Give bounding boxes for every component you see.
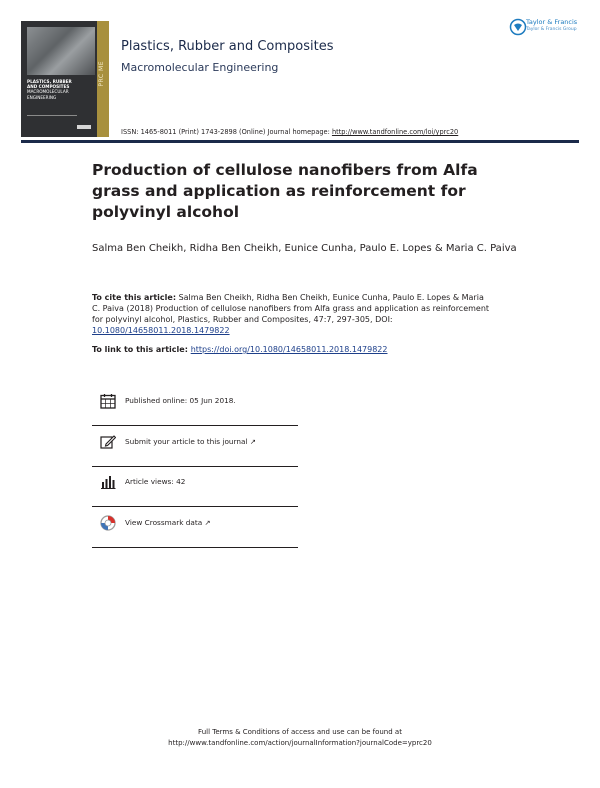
article-views-row — [98, 468, 298, 498]
external-link-icon: ↗ — [249, 437, 256, 446]
crossmark-icon — [100, 515, 116, 531]
cover-photo — [27, 27, 95, 75]
calendar-icon — [100, 393, 116, 409]
row-divider — [92, 547, 298, 548]
crossmark-row[interactable] — [98, 509, 298, 539]
external-link-icon: ↗ — [204, 518, 211, 527]
footer-terms-link[interactable]: http://www.tandfonline.com/action/journalInformation?journalCode=yprc20 — [168, 739, 432, 747]
article-views-text: Article views: 42 — [125, 477, 186, 486]
journal-title[interactable]: Plastics, Rubber and Composites — [121, 39, 334, 54]
article-doi-link[interactable]: https://doi.org/10.1080/14658011.2018.1479822 — [190, 345, 388, 354]
issn-homepage-line: ISSN: 1465-8011 (Print) 1743-2898 (Online) Journal homepage: http://www.tandfonline.com/loi/yprc20 — [121, 128, 459, 136]
row-divider — [92, 506, 298, 507]
footer-terms-text: Full Terms & Conditions of access and use can be found at — [198, 728, 402, 736]
bar-chart-icon — [100, 474, 116, 490]
article-authors: Salma Ben Cheikh, Ridha Ben Cheikh, Eunice Cunha, Paulo E. Lopes & Maria C. Paiva — [92, 243, 517, 254]
journal-subtitle: Macromolecular Engineering — [121, 61, 279, 74]
crossmark-link[interactable]: View Crossmark data ↗ — [125, 518, 211, 527]
published-online-row — [98, 387, 298, 417]
citation-block — [92, 292, 492, 336]
article-link-label: To link to this article: — [92, 345, 191, 354]
citation-doi-link[interactable]: 10.1080/14658011.2018.1479822 — [92, 326, 230, 335]
taylor-francis-emblem-icon — [509, 18, 527, 36]
article-title: Production of cellulose nanofibers from Alfa grass and application as reinforcement for polyvinyl alcohol — [92, 161, 478, 221]
journal-cover-image — [21, 21, 109, 137]
taylor-francis-wordmark: Taylor & Francis Taylor & Francis Group — [526, 18, 578, 32]
citation-label: To cite this article: — [92, 293, 177, 302]
submit-article-row[interactable] — [98, 428, 298, 458]
cover-spine: PRC ME — [97, 21, 109, 137]
published-online-text: Published online: 05 Jun 2018. — [125, 396, 236, 405]
cover-title: PLASTICS, RUBBER AND COMPOSITES MACROMOLECULAR ENGINEERING — [27, 79, 72, 100]
header-divider — [21, 140, 579, 143]
cover-publisher-logo — [77, 125, 91, 129]
submit-article-link[interactable]: Submit your article to this journal ↗ — [125, 437, 256, 446]
article-link-line — [92, 345, 388, 354]
cover-divider — [27, 115, 77, 116]
row-divider — [92, 466, 298, 467]
journal-homepage-link[interactable]: http://www.tandfonline.com/loi/yprc20 — [331, 128, 459, 136]
citation-text: Salma Ben Cheikh, Ridha Ben Cheikh, Eunice Cunha, Paulo E. Lopes & Maria C. Paiva (2018) Production of cellulose nanofibers from Alfa grass and application as reinforcement for polyvinyl alcohol, Plastics, Rubber and Composites, 47:7, 297-305, DOI: — [92, 293, 490, 324]
row-divider — [92, 425, 298, 426]
edit-icon — [100, 434, 116, 450]
